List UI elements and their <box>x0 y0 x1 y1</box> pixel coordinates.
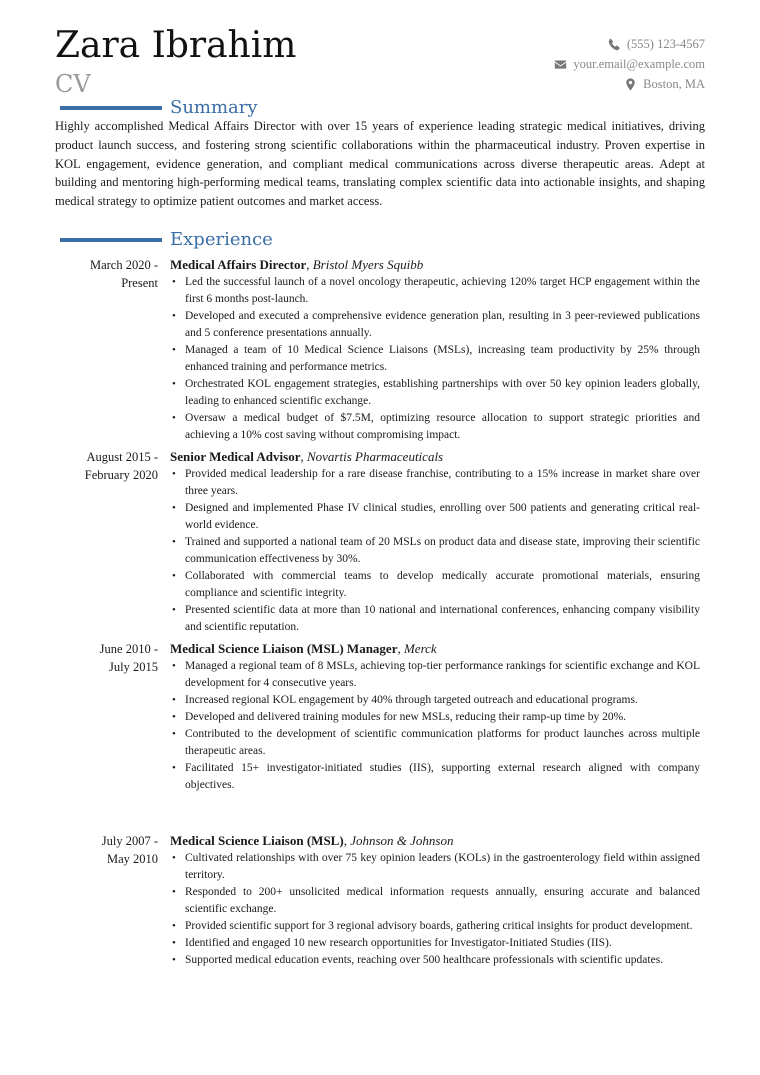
job-role: Medical Affairs Director <box>170 257 307 272</box>
job-bullet: • Supported medical education events, reaching over 500 healthcare professionals with scientific updates. <box>185 952 700 969</box>
job-bullet: • Presented scientific data at more than 10 national and international conferences, enhancing company visibility and scientific reputation. <box>185 602 700 636</box>
job-body <box>170 832 700 969</box>
job-role: Medical Science Liaison (MSL) Manager <box>170 641 398 656</box>
job-end-date: February 2020 <box>84 468 158 482</box>
job-role: Medical Science Liaison (MSL) <box>170 833 344 848</box>
job-bullets <box>170 466 700 636</box>
job-company: Johnson & Johnson <box>350 833 454 848</box>
job-heading: Medical Science Liaison (MSL) Manager, Merck <box>170 641 437 656</box>
job-bullet: • Provided scientific support for 3 regional advisory boards, gathering critical insights for product development. <box>185 918 700 935</box>
contact-email <box>554 54 705 74</box>
job-start-date: August 2015 - <box>86 450 158 464</box>
job-bullet: • Orchestrated KOL engagement strategies, establishing partnerships with over 50 key opinion leaders globally, leading to enhanced scientific exchange. <box>185 376 700 410</box>
job-company: Bristol Myers Squibb <box>312 257 424 272</box>
summary-section-heading <box>60 99 258 117</box>
job-bullet: • Managed a team of 10 Medical Science Liaisons (MSLs), increasing team productivity by 25% through enhanced training and performance metrics. <box>185 342 700 376</box>
job-bullet: • Provided medical leadership for a rare disease franchise, contributing to a 15% increase in market share over three years. <box>185 466 700 500</box>
experience-section-heading <box>60 231 273 249</box>
job-body <box>170 640 700 794</box>
job-start-date: July 2007 - <box>101 834 158 848</box>
summary-title: Summary <box>170 97 258 118</box>
contact-location <box>554 74 705 94</box>
experience-title: Experience <box>170 229 273 250</box>
job-bullet: • Managed a regional team of 8 MSLs, achieving top-tier performance rankings for scientific exchange and KOL development for 4 consecutive years. <box>185 658 700 692</box>
job-dates <box>40 640 158 676</box>
job-heading: Medical Affairs Director, Bristol Myers Squibb <box>170 257 424 272</box>
job-bullet: • Cultivated relationships with over 75 key opinion leaders (KOLs) in the gastroenterology field within assigned territory. <box>185 850 700 884</box>
job-bullet: • Designed and implemented Phase IV clinical studies, enrolling over 500 patients and generating critical real-world evidence. <box>185 500 700 534</box>
job-bullet: • Identified and engaged 10 new research opportunities for Investigator-Initiated Studies (IIS). <box>185 935 700 952</box>
job-bullet: • Increased regional KOL engagement by 40% through targeted outreach and educational programs. <box>185 692 700 709</box>
location-text: Boston, MA <box>643 76 705 91</box>
candidate-name: Zara Ibrahim <box>55 25 297 66</box>
job-company: Novartis Pharmaceuticals <box>306 449 444 464</box>
job-start-date: June 2010 - <box>99 642 158 656</box>
job-start-date: March 2020 - <box>89 258 158 272</box>
job-end-date: Present <box>121 276 158 290</box>
section-accent-bar <box>60 238 162 242</box>
job-heading: Medical Science Liaison (MSL), Johnson & Johnson <box>170 833 454 848</box>
job-end-date: May 2010 <box>106 852 158 866</box>
job-bullets <box>170 658 700 794</box>
job-bullet: • Developed and delivered training modules for new MSLs, reducing their ramp-up time by 20%. <box>185 709 700 726</box>
job-bullet: • Developed and executed a comprehensive evidence generation plan, resulting in 3 peer-reviewed publications and 5 conference presentations annually. <box>185 308 700 342</box>
envelope-icon <box>554 58 567 71</box>
job-bullet: • Responded to 200+ unsolicited medical information requests annually, ensuring accurate and balanced scientific exchange. <box>185 884 700 918</box>
job-end-date: July 2015 <box>109 660 158 674</box>
contact-info <box>554 34 705 94</box>
job-role: Senior Medical Advisor <box>170 449 301 464</box>
job-dates <box>40 832 158 868</box>
section-accent-bar <box>60 106 162 110</box>
job-bullet: • Trained and supported a national team of 20 MSLs on product data and disease state, improving their scientific communication effectiveness by 30%. <box>185 534 700 568</box>
job-bullet: • Oversaw a medical budget of $7.5M, optimizing resource allocation to support strategic priorities and achieving a 10% cost saving without compromising impact. <box>185 410 700 444</box>
job-company: Merck <box>403 641 437 656</box>
job-body <box>170 448 700 636</box>
job-bullet: • Led the successful launch of a novel oncology therapeutic, achieving 120% target HCP engagement within the first 6 months post-launch. <box>185 274 700 308</box>
summary-text: Highly accomplished Medical Affairs Director with over 15 years of experience leading strategic medical initiatives, driving product launch success, and fostering strong scientific collaborations within the pharmaceutical industry. Proven expertise in KOL engagement, evidence generation, and compliant medical communications across diverse therapeutic areas. Adept at building and mentoring high-performing medical teams, translating complex scientific data into actionable insights, and shaping medical strategy to optimize patient outcomes and market access. <box>55 119 705 209</box>
map-marker-icon <box>624 78 637 91</box>
email-address[interactable]: your.email@example.com <box>573 56 705 71</box>
job-dates <box>40 448 158 484</box>
job-bullet: • Contributed to the development of scientific communication platforms for product launches across multiple therapeutic areas. <box>185 726 700 760</box>
contact-phone <box>554 34 705 54</box>
phone-icon <box>608 38 621 51</box>
job-heading: Senior Medical Advisor, Novartis Pharmaceuticals <box>170 449 444 464</box>
job-bullets <box>170 274 700 444</box>
job-bullet: • Facilitated 15+ investigator-initiated studies (IIS), supporting external research aligned with company objectives. <box>185 760 700 794</box>
job-dates <box>40 256 158 292</box>
document-subtitle: CV <box>55 70 91 98</box>
job-bullets <box>170 850 700 969</box>
job-bullet: • Collaborated with commercial teams to develop medically accurate promotional materials, ensuring compliance and scientific integrity. <box>185 568 700 602</box>
job-body <box>170 256 700 444</box>
phone-number[interactable]: (555) 123-4567 <box>626 36 705 51</box>
